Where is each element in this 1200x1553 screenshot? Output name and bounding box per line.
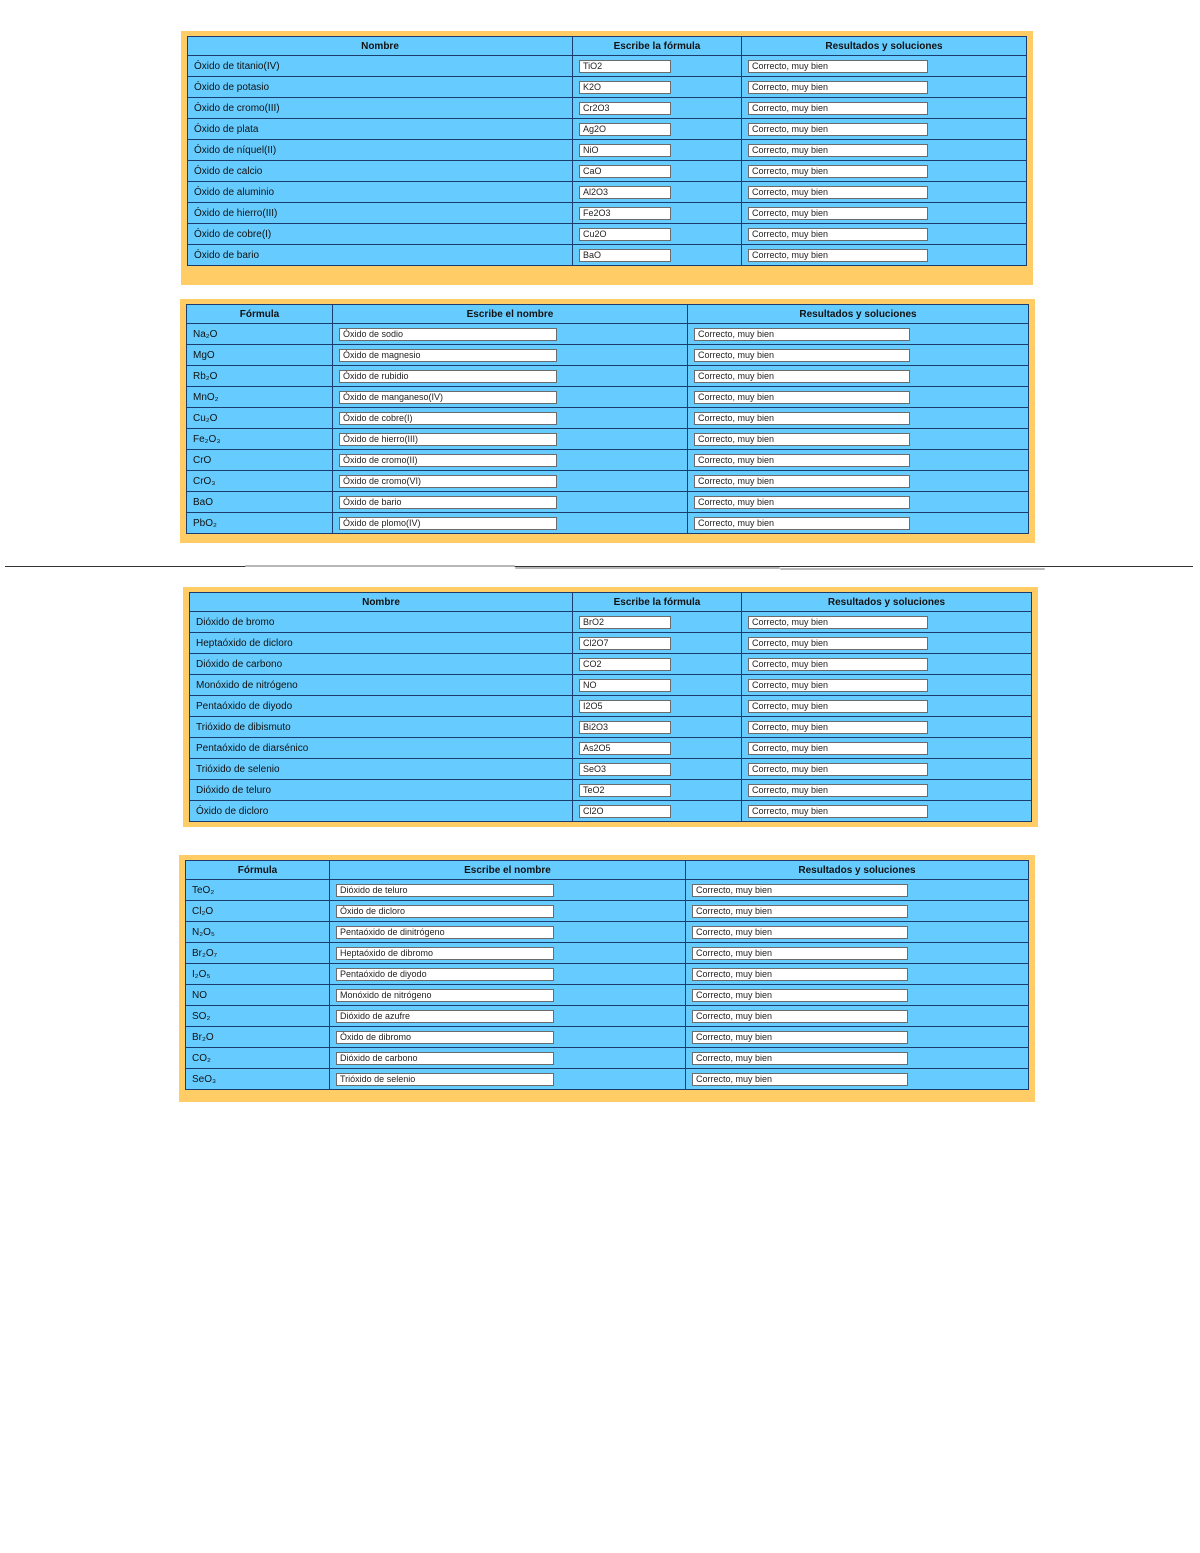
name-input[interactable]: [339, 349, 557, 362]
quiz-panel-3: [183, 587, 1038, 827]
result-cell: [742, 140, 1027, 161]
name-input[interactable]: [339, 454, 557, 467]
table-row: [188, 56, 1027, 77]
result-field: [692, 926, 908, 939]
table-row: [190, 738, 1032, 759]
result-field: [694, 496, 910, 509]
answer-cell: [573, 717, 742, 738]
result-field: [748, 186, 928, 199]
oxide-name: Dióxido de teluro: [190, 780, 573, 801]
answer-cell: [330, 1006, 686, 1027]
formula-input[interactable]: [579, 60, 671, 73]
column-header: Resultados y soluciones: [688, 305, 1029, 324]
table-row: [186, 1048, 1029, 1069]
oxide-name: Óxido de aluminio: [188, 182, 573, 203]
column-header: Escribe el nombre: [330, 861, 686, 880]
result-field: [692, 905, 908, 918]
name-input[interactable]: [336, 1010, 554, 1023]
formula-input[interactable]: [579, 700, 671, 713]
answer-cell: [573, 245, 742, 266]
table-row: [187, 450, 1029, 471]
formula-input[interactable]: [579, 637, 671, 650]
result-field: [748, 144, 928, 157]
result-field: [748, 228, 928, 241]
oxide-formula: CrO₃: [187, 471, 333, 492]
table-row: [190, 633, 1032, 654]
column-header: Escribe la fórmula: [573, 37, 742, 56]
result-field: [748, 658, 928, 671]
answer-cell: [330, 1027, 686, 1048]
answer-cell: [333, 492, 688, 513]
answer-cell: [573, 224, 742, 245]
result-cell: [688, 429, 1029, 450]
result-field: [692, 1052, 908, 1065]
answer-cell: [573, 801, 742, 822]
oxide-name: Óxido de calcio: [188, 161, 573, 182]
name-input[interactable]: [336, 1031, 554, 1044]
table-row: [188, 119, 1027, 140]
result-cell: [742, 675, 1032, 696]
result-field: [694, 391, 910, 404]
result-cell: [742, 245, 1027, 266]
oxide-formula: Cl₂O: [186, 901, 330, 922]
column-header: Escribe el nombre: [333, 305, 688, 324]
formula-input[interactable]: [579, 742, 671, 755]
table-header-row: [190, 593, 1032, 612]
result-cell: [688, 366, 1029, 387]
table-row: [190, 696, 1032, 717]
answer-cell: [573, 119, 742, 140]
answer-cell: [330, 1069, 686, 1090]
oxide-formula: Rb₂O: [187, 366, 333, 387]
table-row: [186, 1027, 1029, 1048]
result-field: [748, 207, 928, 220]
name-input[interactable]: [339, 412, 557, 425]
oxide-formula: SO₂: [186, 1006, 330, 1027]
divider-mark: [245, 565, 515, 567]
oxide-formula: BaO: [187, 492, 333, 513]
result-cell: [742, 612, 1032, 633]
result-cell: [688, 513, 1029, 534]
oxide-formula: SeO₃: [186, 1069, 330, 1090]
table-row: [187, 429, 1029, 450]
result-cell: [742, 182, 1027, 203]
table-row: [188, 182, 1027, 203]
table-row: [187, 408, 1029, 429]
result-field: [748, 81, 928, 94]
oxide-name: Óxido de dicloro: [190, 801, 573, 822]
answer-cell: [573, 98, 742, 119]
result-cell: [742, 801, 1032, 822]
result-field: [748, 679, 928, 692]
oxide-name: Trióxido de dibismuto: [190, 717, 573, 738]
name-input[interactable]: [339, 475, 557, 488]
result-cell: [688, 471, 1029, 492]
result-cell: [742, 98, 1027, 119]
formula-input[interactable]: [579, 207, 671, 220]
formula-input[interactable]: [579, 102, 671, 115]
table-row: [188, 245, 1027, 266]
table-header-row: [187, 305, 1029, 324]
answer-cell: [573, 203, 742, 224]
result-cell: [742, 203, 1027, 224]
name-input[interactable]: [336, 884, 554, 897]
result-cell: [686, 964, 1029, 985]
table-row: [187, 492, 1029, 513]
answer-cell: [573, 56, 742, 77]
oxide-formula: I₂O₅: [186, 964, 330, 985]
answer-cell: [330, 1048, 686, 1069]
result-field: [692, 1073, 908, 1086]
result-cell: [688, 450, 1029, 471]
result-cell: [686, 1027, 1029, 1048]
column-header: Fórmula: [187, 305, 333, 324]
name-input[interactable]: [336, 1052, 554, 1065]
answer-cell: [573, 759, 742, 780]
oxide-name: Monóxido de nitrógeno: [190, 675, 573, 696]
table-row: [190, 780, 1032, 801]
answer-cell: [333, 387, 688, 408]
formula-input[interactable]: [579, 763, 671, 776]
result-cell: [688, 492, 1029, 513]
table-header-row: [188, 37, 1027, 56]
column-header: Resultados y soluciones: [686, 861, 1029, 880]
column-header: Nombre: [188, 37, 573, 56]
answer-cell: [573, 77, 742, 98]
oxide-name: Óxido de hierro(III): [188, 203, 573, 224]
quiz-panel-2: [180, 299, 1035, 543]
column-header: Resultados y soluciones: [742, 593, 1032, 612]
quiz-table: [189, 592, 1032, 822]
table-row: [190, 675, 1032, 696]
table-row: [187, 324, 1029, 345]
formula-input[interactable]: [579, 228, 671, 241]
result-field: [694, 349, 910, 362]
name-input[interactable]: [339, 391, 557, 404]
oxide-formula: CrO: [187, 450, 333, 471]
table-row: [186, 985, 1029, 1006]
table-row: [187, 345, 1029, 366]
column-header: Nombre: [190, 593, 573, 612]
oxide-formula: Br₂O: [186, 1027, 330, 1048]
result-field: [694, 328, 910, 341]
name-input[interactable]: [336, 989, 554, 1002]
formula-input[interactable]: [579, 721, 671, 734]
answer-cell: [330, 901, 686, 922]
formula-input[interactable]: [579, 616, 671, 629]
column-header: Resultados y soluciones: [742, 37, 1027, 56]
formula-input[interactable]: [579, 784, 671, 797]
answer-cell: [573, 675, 742, 696]
table-row: [188, 161, 1027, 182]
answer-cell: [333, 513, 688, 534]
result-field: [692, 947, 908, 960]
oxide-name: Óxido de bario: [188, 245, 573, 266]
column-header: Fórmula: [186, 861, 330, 880]
result-field: [748, 784, 928, 797]
oxide-formula: Cu₂O: [187, 408, 333, 429]
name-input[interactable]: [336, 947, 554, 960]
answer-cell: [330, 880, 686, 901]
answer-cell: [330, 964, 686, 985]
table-row: [188, 203, 1027, 224]
oxide-name: Trióxido de selenio: [190, 759, 573, 780]
answer-cell: [573, 612, 742, 633]
answer-cell: [573, 633, 742, 654]
oxide-formula: Br₂O₇: [186, 943, 330, 964]
result-cell: [742, 224, 1027, 245]
table-row: [187, 387, 1029, 408]
result-field: [748, 123, 928, 136]
result-cell: [686, 901, 1029, 922]
quiz-table: [187, 36, 1027, 266]
result-field: [748, 742, 928, 755]
oxide-name: Pentaóxido de diyodo: [190, 696, 573, 717]
name-input[interactable]: [339, 370, 557, 383]
table-row: [190, 612, 1032, 633]
name-input[interactable]: [339, 328, 557, 341]
result-cell: [686, 943, 1029, 964]
oxide-name: Óxido de plata: [188, 119, 573, 140]
table-row: [186, 964, 1029, 985]
answer-cell: [573, 654, 742, 675]
result-field: [692, 989, 908, 1002]
result-cell: [742, 56, 1027, 77]
answer-cell: [330, 985, 686, 1006]
result-cell: [688, 408, 1029, 429]
quiz-panel-1: [181, 31, 1033, 285]
table-row: [190, 654, 1032, 675]
result-cell: [686, 1069, 1029, 1090]
oxide-name: Óxido de níquel(II): [188, 140, 573, 161]
oxide-formula: N₂O₅: [186, 922, 330, 943]
result-cell: [742, 759, 1032, 780]
result-field: [694, 412, 910, 425]
answer-cell: [333, 345, 688, 366]
result-field: [748, 616, 928, 629]
result-field: [748, 249, 928, 262]
table-row: [188, 98, 1027, 119]
divider-mark: [780, 568, 1045, 570]
answer-cell: [333, 450, 688, 471]
answer-cell: [333, 366, 688, 387]
answer-cell: [333, 471, 688, 492]
oxide-formula: Fe₂O₃: [187, 429, 333, 450]
name-input[interactable]: [339, 496, 557, 509]
answer-cell: [573, 696, 742, 717]
result-field: [692, 884, 908, 897]
divider-mark: [515, 567, 780, 569]
table-row: [186, 943, 1029, 964]
formula-input[interactable]: [579, 249, 671, 262]
oxide-name: Heptaóxido de dicloro: [190, 633, 573, 654]
formula-input[interactable]: [579, 123, 671, 136]
oxide-name: Óxido de cromo(III): [188, 98, 573, 119]
table-row: [190, 717, 1032, 738]
result-cell: [686, 880, 1029, 901]
table-row: [188, 140, 1027, 161]
table-row: [190, 759, 1032, 780]
result-field: [748, 700, 928, 713]
table-row: [186, 901, 1029, 922]
result-cell: [686, 922, 1029, 943]
answer-cell: [573, 161, 742, 182]
result-cell: [742, 119, 1027, 140]
formula-input[interactable]: [579, 679, 671, 692]
formula-input[interactable]: [579, 144, 671, 157]
formula-input[interactable]: [579, 81, 671, 94]
answer-cell: [333, 324, 688, 345]
table-row: [187, 471, 1029, 492]
name-input[interactable]: [336, 926, 554, 939]
result-cell: [742, 738, 1032, 759]
answer-cell: [573, 182, 742, 203]
result-field: [748, 637, 928, 650]
result-cell: [688, 345, 1029, 366]
answer-cell: [573, 780, 742, 801]
result-cell: [742, 654, 1032, 675]
result-cell: [686, 985, 1029, 1006]
result-cell: [688, 324, 1029, 345]
name-input[interactable]: [336, 905, 554, 918]
result-cell: [686, 1048, 1029, 1069]
result-field: [748, 60, 928, 73]
oxide-formula: MgO: [187, 345, 333, 366]
name-input[interactable]: [336, 1073, 554, 1086]
result-field: [694, 517, 910, 530]
formula-input[interactable]: [579, 165, 671, 178]
oxide-name: Pentaóxido de diarsénico: [190, 738, 573, 759]
result-field: [692, 968, 908, 981]
oxide-formula: MnO₂: [187, 387, 333, 408]
table-row: [188, 77, 1027, 98]
table-row: [187, 513, 1029, 534]
table-row: [186, 922, 1029, 943]
result-cell: [686, 1006, 1029, 1027]
result-cell: [742, 161, 1027, 182]
quiz-table: [185, 860, 1029, 1090]
oxide-name: Óxido de titanio(IV): [188, 56, 573, 77]
oxide-formula: NO: [186, 985, 330, 1006]
answer-cell: [333, 429, 688, 450]
oxide-name: Dióxido de bromo: [190, 612, 573, 633]
result-field: [748, 165, 928, 178]
result-field: [748, 805, 928, 818]
answer-cell: [333, 408, 688, 429]
table-row: [186, 880, 1029, 901]
name-input[interactable]: [336, 968, 554, 981]
result-field: [694, 475, 910, 488]
oxide-formula: TeO₂: [186, 880, 330, 901]
table-row: [188, 224, 1027, 245]
result-field: [748, 102, 928, 115]
result-cell: [688, 387, 1029, 408]
answer-cell: [573, 738, 742, 759]
table-row: [186, 1069, 1029, 1090]
quiz-table: [186, 304, 1029, 534]
result-field: [692, 1031, 908, 1044]
formula-input[interactable]: [579, 658, 671, 671]
oxide-name: Óxido de cobre(I): [188, 224, 573, 245]
answer-cell: [330, 943, 686, 964]
table-row: [186, 1006, 1029, 1027]
result-field: [694, 370, 910, 383]
result-field: [748, 721, 928, 734]
result-cell: [742, 696, 1032, 717]
result-field: [748, 763, 928, 776]
table-row: [187, 366, 1029, 387]
column-header: Escribe la fórmula: [573, 593, 742, 612]
result-field: [694, 433, 910, 446]
table-header-row: [186, 861, 1029, 880]
name-input[interactable]: [339, 433, 557, 446]
result-field: [694, 454, 910, 467]
result-cell: [742, 780, 1032, 801]
quiz-panel-4: [179, 855, 1035, 1102]
result-cell: [742, 633, 1032, 654]
formula-input[interactable]: [579, 805, 671, 818]
oxide-formula: Na₂O: [187, 324, 333, 345]
oxide-formula: CO₂: [186, 1048, 330, 1069]
oxide-name: Dióxido de carbono: [190, 654, 573, 675]
formula-input[interactable]: [579, 186, 671, 199]
oxide-formula: PbO₂: [187, 513, 333, 534]
oxide-name: Óxido de potasio: [188, 77, 573, 98]
table-row: [190, 801, 1032, 822]
result-cell: [742, 717, 1032, 738]
result-cell: [742, 77, 1027, 98]
name-input[interactable]: [339, 517, 557, 530]
result-field: [692, 1010, 908, 1023]
answer-cell: [330, 922, 686, 943]
answer-cell: [573, 140, 742, 161]
